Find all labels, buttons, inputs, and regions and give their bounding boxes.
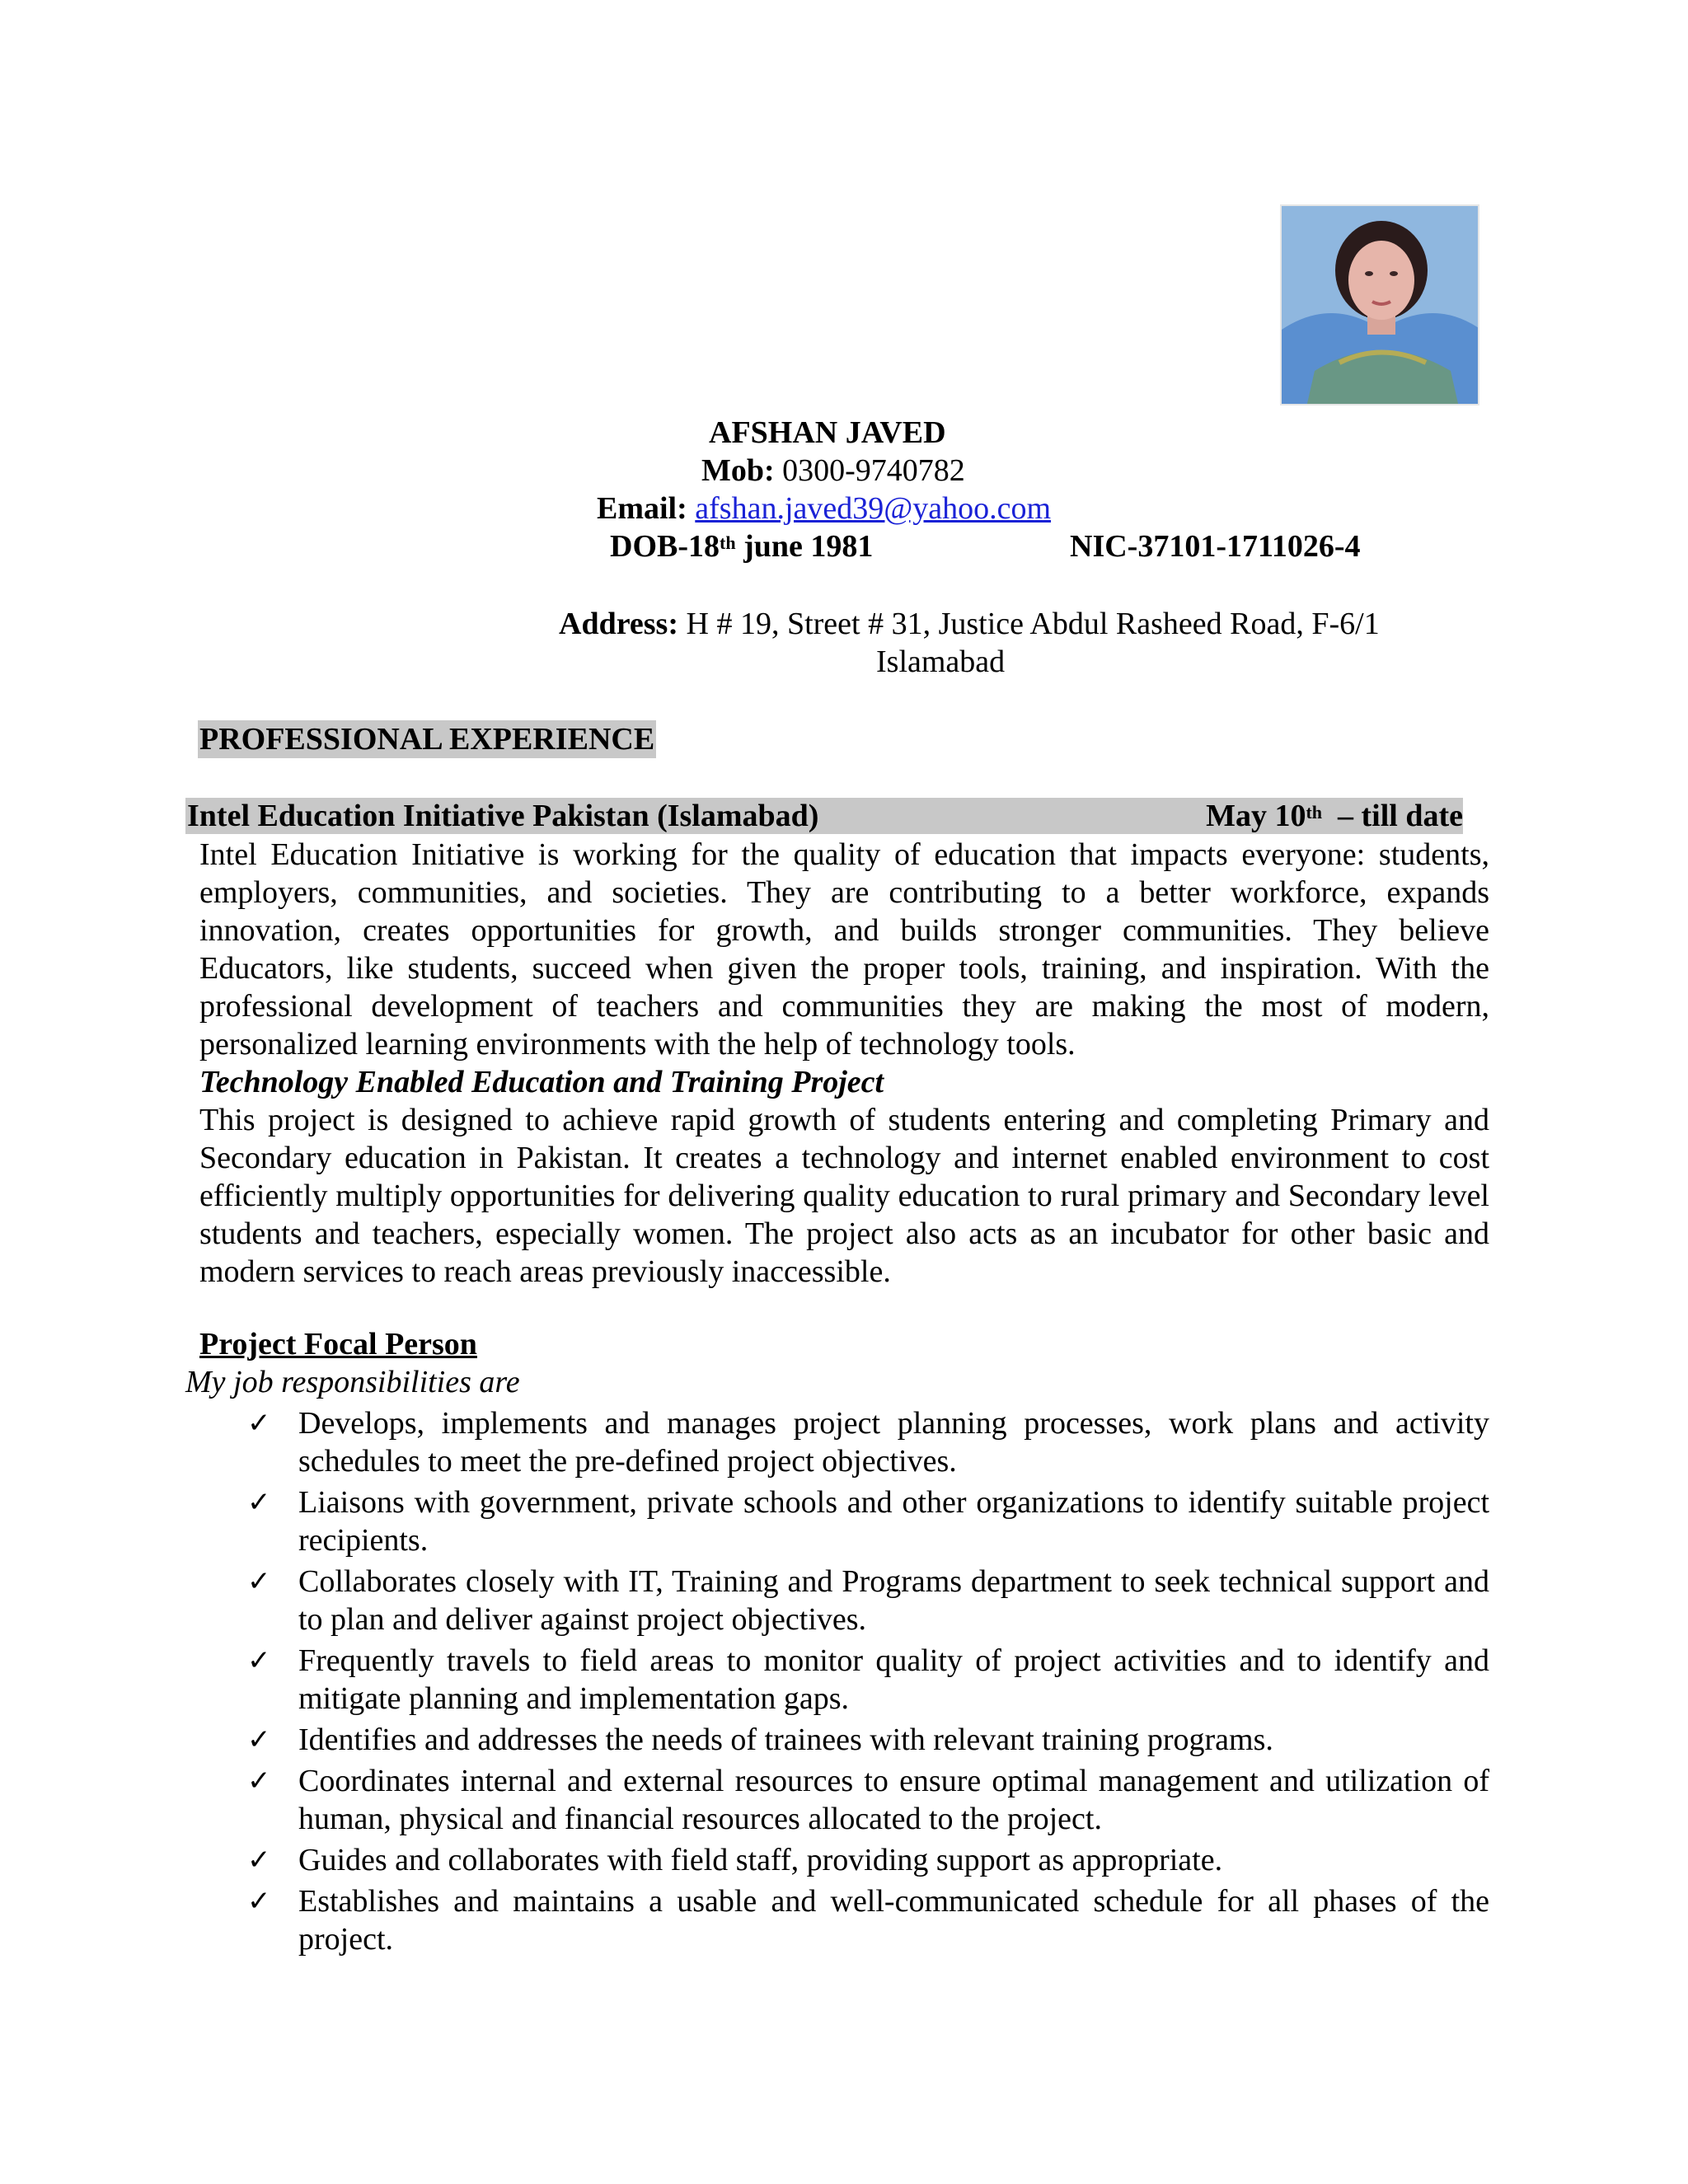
address-city: Islamabad <box>876 644 1006 679</box>
list-item <box>247 1563 1489 1638</box>
check-icon: ✓ <box>247 1765 271 1797</box>
check-icon: ✓ <box>247 1885 271 1918</box>
responsibility-text: Guides and collaborates with field staff, providing support as appropriate. <box>298 1843 1223 1877</box>
email-label: Email: <box>597 491 687 526</box>
responsibility-text: Frequently travels to field areas to monitor quality of project activities and to identify and mitigate planning and implementation gaps. <box>298 1643 1489 1716</box>
dob-prefix: DOB-18 <box>610 529 720 564</box>
list-item <box>247 1721 1489 1759</box>
mobile-label: Mob: <box>701 453 775 488</box>
check-icon: ✓ <box>247 1723 271 1756</box>
section-title: PROFESSIONAL EXPERIENCE <box>199 722 655 757</box>
profile-photo <box>1280 204 1479 405</box>
organization-name: Intel Education Initiative Pakistan (Islamabad) <box>187 799 819 833</box>
list-item <box>247 1841 1489 1879</box>
list-item <box>247 1483 1489 1559</box>
list-item <box>247 1762 1489 1838</box>
list-item <box>247 1882 1489 1958</box>
responsibility-text: Coordinates internal and external resources to ensure optimal management and utilization of human, physical and financial resources allocated to the project. <box>298 1764 1489 1836</box>
email-line <box>597 490 1051 527</box>
portrait-image <box>1282 206 1479 405</box>
date-sup: th <box>1306 802 1323 823</box>
responsibility-text: Identifies and addresses the needs of trainees with relevant training programs. <box>298 1722 1273 1757</box>
dob-suffix: june 1981 <box>735 529 874 564</box>
project-description: This project is designed to achieve rapid growth of students entering and completing Primary and Secondary education in Pakistan. It creates a technology and internet enabled environment to cost efficiently multiply opportunities for delivering quality education to rural primary and Secondary level students and teachers, especially women. The project also acts as an incubator for other basic and modern services to reach areas previously inaccessible. <box>199 1103 1489 1289</box>
email-link[interactable]: afshan.javed39@yahoo.com <box>695 491 1052 526</box>
nic-number: NIC-37101-1711026-4 <box>1070 529 1361 564</box>
mobile-line <box>701 452 965 490</box>
check-icon: ✓ <box>247 1644 271 1677</box>
responsibility-text: Liaisons with government, private schools and other organizations to identify suitable project recipients. <box>298 1485 1489 1558</box>
check-icon: ✓ <box>247 1486 271 1519</box>
responsibilities-list <box>247 1404 1489 1961</box>
list-item <box>247 1642 1489 1718</box>
list-item <box>247 1404 1489 1480</box>
date-suffix: – till date <box>1322 799 1463 833</box>
address-street: H # 19, Street # 31, Justice Abdul Rasheed Road, F-6/1 <box>686 607 1380 641</box>
check-icon: ✓ <box>247 1565 271 1598</box>
responsibility-text: Establishes and maintains a usable and well-communicated schedule for all phases of the project. <box>298 1884 1489 1957</box>
job-role: Project Focal Person <box>199 1327 477 1361</box>
responsibilities-intro: My job responsibilities are <box>185 1365 520 1399</box>
address-line <box>559 605 1380 643</box>
dob-sup: th <box>720 532 736 553</box>
date-prefix: May 10 <box>1206 799 1306 833</box>
check-icon: ✓ <box>247 1844 271 1877</box>
responsibility-text: Develops, implements and manages project planning processes, work plans and activity schedules to meet the pre-defined project objectives. <box>298 1406 1489 1479</box>
dob <box>610 527 873 565</box>
address-label: Address: <box>559 607 678 641</box>
organization-description: Intel Education Initiative is working for the quality of education that impacts everyone: students, employers, communities, and societies. They are contributing to a better workforce, expands innovation, creates opportunities for growth, and builds stronger communities. They believe Educators, like students, succeed when given the proper tools, training, and inspiration. With the professional development of teachers and communities they are making the most of modern, personalized learning environments with the help of technology tools. <box>199 837 1489 1062</box>
project-title: Technology Enabled Education and Training Project <box>199 1065 884 1099</box>
employment-date <box>1206 798 1463 834</box>
mobile-number: 0300-9740782 <box>782 453 965 488</box>
candidate-name: AFSHAN JAVED <box>709 415 946 450</box>
responsibility-text: Collaborates closely with IT, Training and Programs department to seek technical support and to plan and deliver against project objectives. <box>298 1564 1489 1637</box>
organization-bar <box>185 798 1463 834</box>
check-icon: ✓ <box>247 1407 271 1440</box>
